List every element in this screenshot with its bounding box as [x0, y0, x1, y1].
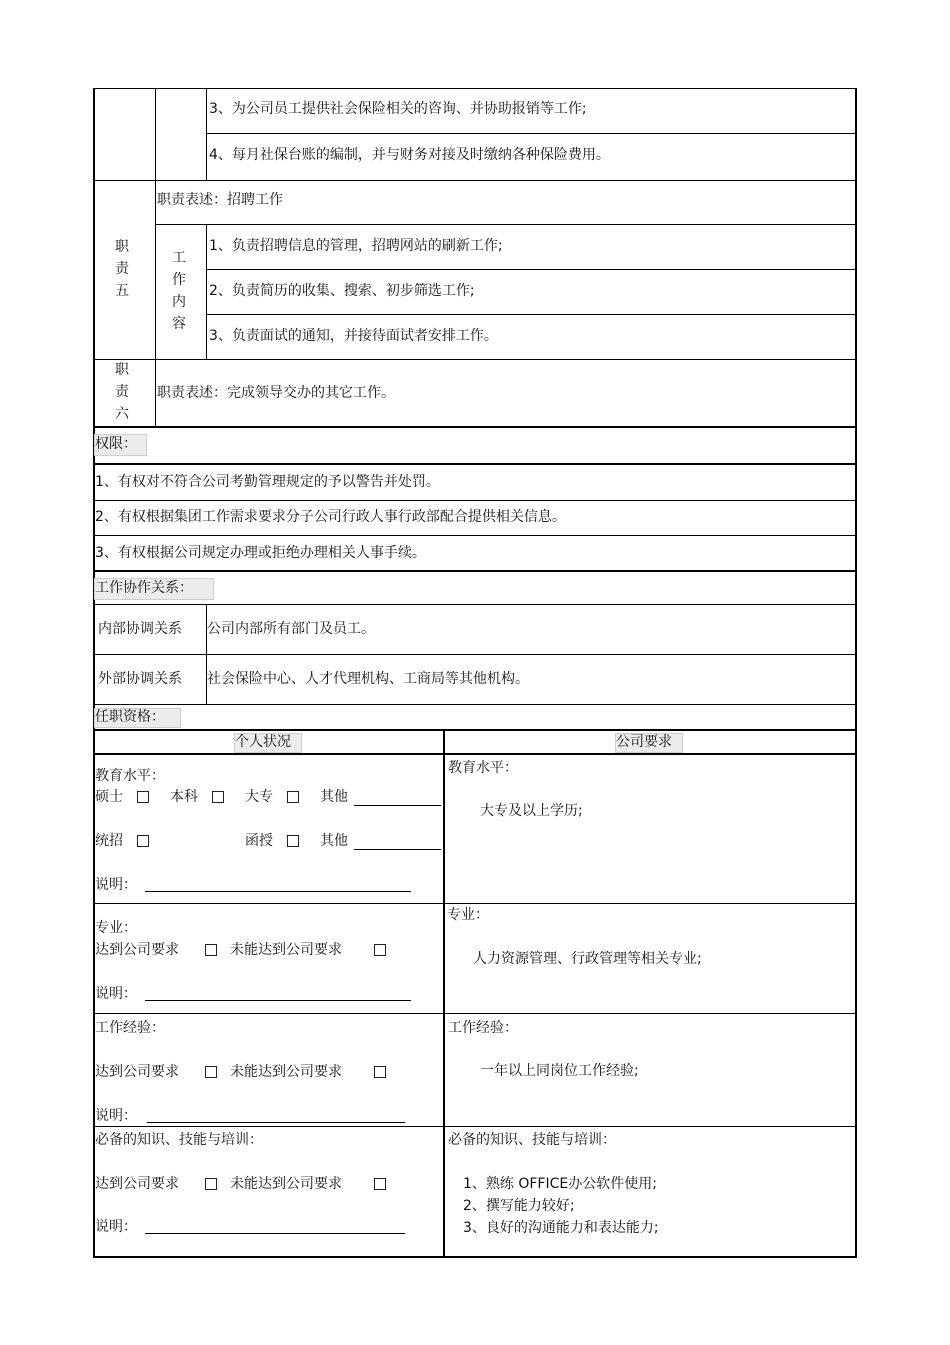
authority-item-2: 2、有权根据集团工作需求要求分子公司行政人事行政部配合提供相关信息。	[95, 509, 566, 525]
relation-internal-value: 公司内部所有部门及员工。	[207, 621, 375, 637]
experience-requirement: 一年以上同岗位工作经验;	[480, 1063, 639, 1079]
experience-not-meets-label: 未能达到公司要求	[230, 1064, 342, 1080]
relation-external-value: 社会保险中心、人才代理机构、工商局等其他机构。	[207, 671, 529, 687]
duty6-description: 职责表述：完成领导交办的其它工作。	[157, 385, 395, 401]
education-unified-label: 统招	[95, 833, 123, 849]
education-bachelor-label: 本科	[170, 789, 198, 805]
skills-requirement-2: 2、撰写能力较好;	[463, 1198, 575, 1214]
skills-meets-label: 达到公司要求	[95, 1176, 179, 1192]
college-checkbox[interactable]	[287, 791, 299, 803]
experience-note-field[interactable]	[147, 1122, 405, 1123]
major-not-meets-label: 未能达到公司要求	[230, 942, 342, 958]
skills-right-title: 必备的知识、技能与培训：	[448, 1132, 616, 1148]
experience-left-title: 工作经验：	[95, 1020, 165, 1036]
major-note-label: 说明：	[95, 986, 137, 1002]
duty5-item-1: 1、负责招聘信息的管理，招聘网站的刷新工作;	[209, 238, 503, 254]
company-requirement-header: 公司要求	[616, 734, 672, 750]
major-note-field[interactable]	[145, 1000, 411, 1001]
experience-note-label: 说明：	[95, 1108, 137, 1124]
correspondence-checkbox[interactable]	[287, 835, 299, 847]
authority-item-3: 3、有权根据公司规定办理或拒绝办理相关人事手续。	[95, 545, 426, 561]
duty4-item-4: 4、每月社保台账的编制，并与财务对接及时缴纳各种保险费用。	[209, 147, 610, 163]
education-left-title: 教育水平：	[95, 768, 165, 784]
experience-not-meets-checkbox[interactable]	[374, 1066, 386, 1078]
duty4-item-3: 3、为公司员工提供社会保险相关的咨询、并协助报销等工作;	[209, 101, 587, 117]
duty5-item-3: 3、负责面试的通知，并接待面试者安排工作。	[209, 328, 498, 344]
qualifications-title: 任职资格：	[95, 709, 165, 725]
skills-note-field[interactable]	[145, 1233, 405, 1234]
education-right-title: 教育水平：	[448, 760, 518, 776]
duty5-item-2: 2、负责简历的收集、搜索、初步筛选工作;	[209, 283, 475, 299]
skills-meets-checkbox[interactable]	[205, 1178, 217, 1190]
relations-title: 工作协作关系：	[95, 580, 193, 596]
major-right-title: 专业：	[447, 907, 489, 923]
education-other-label: 其他	[320, 789, 348, 805]
education-college-label: 大专	[245, 789, 273, 805]
education-requirement: 大专及以上学历;	[480, 803, 583, 819]
unified-checkbox[interactable]	[137, 835, 149, 847]
skills-requirement-3: 3、良好的沟通能力和表达能力;	[463, 1220, 659, 1236]
skills-note-label: 说明：	[95, 1219, 137, 1235]
relation-internal-label: 内部协调关系	[98, 621, 182, 637]
education-other2-field[interactable]	[354, 849, 441, 850]
skills-not-meets-checkbox[interactable]	[374, 1178, 386, 1190]
personal-status-header: 个人状况	[235, 734, 291, 750]
education-note-label: 说明：	[95, 877, 137, 893]
authority-title: 权限：	[95, 436, 137, 452]
major-meets-checkbox[interactable]	[205, 944, 217, 956]
education-note-field[interactable]	[145, 891, 411, 892]
major-meets-label: 达到公司要求	[95, 942, 179, 958]
education-other2-label: 其他	[320, 833, 348, 849]
experience-right-title: 工作经验：	[448, 1020, 518, 1036]
education-other-field[interactable]	[354, 805, 441, 806]
skills-requirement-1: 1、熟练 OFFICE办公软件使用;	[463, 1176, 657, 1192]
bachelor-checkbox[interactable]	[212, 791, 224, 803]
master-checkbox[interactable]	[137, 791, 149, 803]
relation-external-label: 外部协调关系	[98, 671, 182, 687]
education-correspondence-label: 函授	[245, 833, 273, 849]
duty5-description: 职责表述：招聘工作	[157, 192, 283, 208]
experience-meets-label: 达到公司要求	[95, 1064, 179, 1080]
education-master-label: 硕士	[95, 789, 123, 805]
skills-left-title: 必备的知识、技能与培训：	[95, 1132, 263, 1148]
major-left-title: 专业：	[95, 920, 137, 936]
skills-not-meets-label: 未能达到公司要求	[230, 1176, 342, 1192]
major-not-meets-checkbox[interactable]	[374, 944, 386, 956]
major-requirement: 人力资源管理、行政管理等相关专业;	[473, 951, 702, 967]
experience-meets-checkbox[interactable]	[205, 1066, 217, 1078]
authority-item-1: 1、有权对不符合公司考勤管理规定的予以警告并处罚。	[95, 474, 440, 490]
